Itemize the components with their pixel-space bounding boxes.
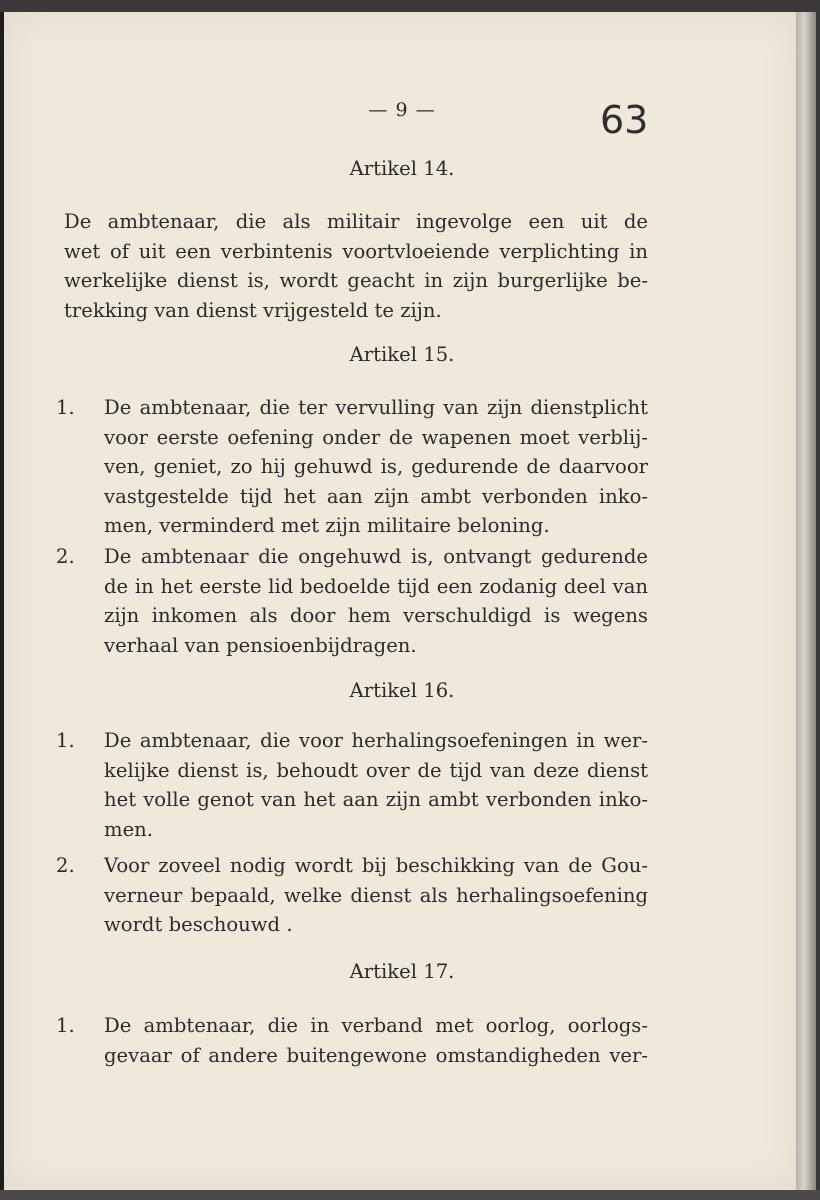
text-line: ven, geniet, zo hij gehuwd is, gedurende de daarvoor xyxy=(104,455,648,478)
page-number: — 9 — xyxy=(368,99,436,121)
text-line: de in het eerste lid bedoelde tijd een zodanig deel van xyxy=(104,574,648,598)
article-heading-14: Artikel 14. xyxy=(349,157,455,180)
text-line: gevaar of andere buitengewone omstandigheden ver- xyxy=(104,1043,648,1067)
text-line: verhaal van pensioenbijdragen. xyxy=(104,633,417,657)
text-line: De ambtenaar, die in verband met oorlog, oorlogs- xyxy=(104,1014,648,1037)
paragraph-marker: 1. xyxy=(56,729,75,752)
text-line: werkelijke dienst is, wordt geacht in zijn burgerlijke be- xyxy=(64,269,648,292)
article-heading-16: Artikel 16. xyxy=(349,679,455,702)
text-line: De ambtenaar, die als militair ingevolge een uit de xyxy=(64,210,648,233)
text-line: De ambtenaar, die voor herhalingsoefeningen in wer- xyxy=(104,729,648,752)
text-line: De ambtenaar, die ter vervulling van zijn dienstplicht xyxy=(104,396,648,419)
paragraph-marker: 1. xyxy=(56,396,75,419)
text-line: men, verminderd met zijn militaire beloning. xyxy=(104,514,550,537)
text-line: kelijke dienst is, behoudt over de tijd van deze dienst xyxy=(104,758,648,782)
text-line: Voor zoveel nodig wordt bij beschikking van de Gou- xyxy=(104,854,648,877)
document-page xyxy=(4,12,800,1190)
article-16-paragraph-1 xyxy=(104,726,648,844)
stamp-number: 63 xyxy=(600,98,649,142)
text-line: het volle genot van het aan zijn ambt verbonden inko- xyxy=(104,788,648,811)
text-line: wordt beschouwd . xyxy=(104,913,293,936)
article-14-paragraph xyxy=(64,207,648,325)
article-15-paragraph-1 xyxy=(104,393,648,541)
text-line: verneur bepaald, welke dienst als herhalingsoefening xyxy=(104,883,648,907)
article-16-paragraph-2 xyxy=(104,851,648,940)
text-line: zijn inkomen als door hem verschuldigd is wegens xyxy=(104,604,648,627)
text-line: trekking van dienst vrijgesteld te zijn. xyxy=(64,298,442,322)
text-line: voor eerste oefening onder de wapenen moet verblij- xyxy=(104,425,648,449)
text-line: De ambtenaar die ongehuwd is, ontvangt gedurende xyxy=(104,545,648,568)
paragraph-marker: 1. xyxy=(56,1014,75,1037)
bottom-edge xyxy=(0,1190,820,1200)
article-heading-15: Artikel 15. xyxy=(349,343,455,366)
text-line: wet of uit een verbintenis voortvloeiende verplichting in xyxy=(64,239,648,263)
page-edge xyxy=(796,12,816,1190)
text-line: vastgestelde tijd het aan zijn ambt verbonden inko- xyxy=(104,484,648,508)
article-17-paragraph-1 xyxy=(104,1011,648,1070)
paragraph-marker: 2. xyxy=(56,854,75,877)
article-heading-17: Artikel 17. xyxy=(349,960,455,983)
paragraph-marker: 2. xyxy=(56,545,75,568)
text-line: men. xyxy=(104,817,154,841)
article-15-paragraph-2 xyxy=(104,542,648,660)
